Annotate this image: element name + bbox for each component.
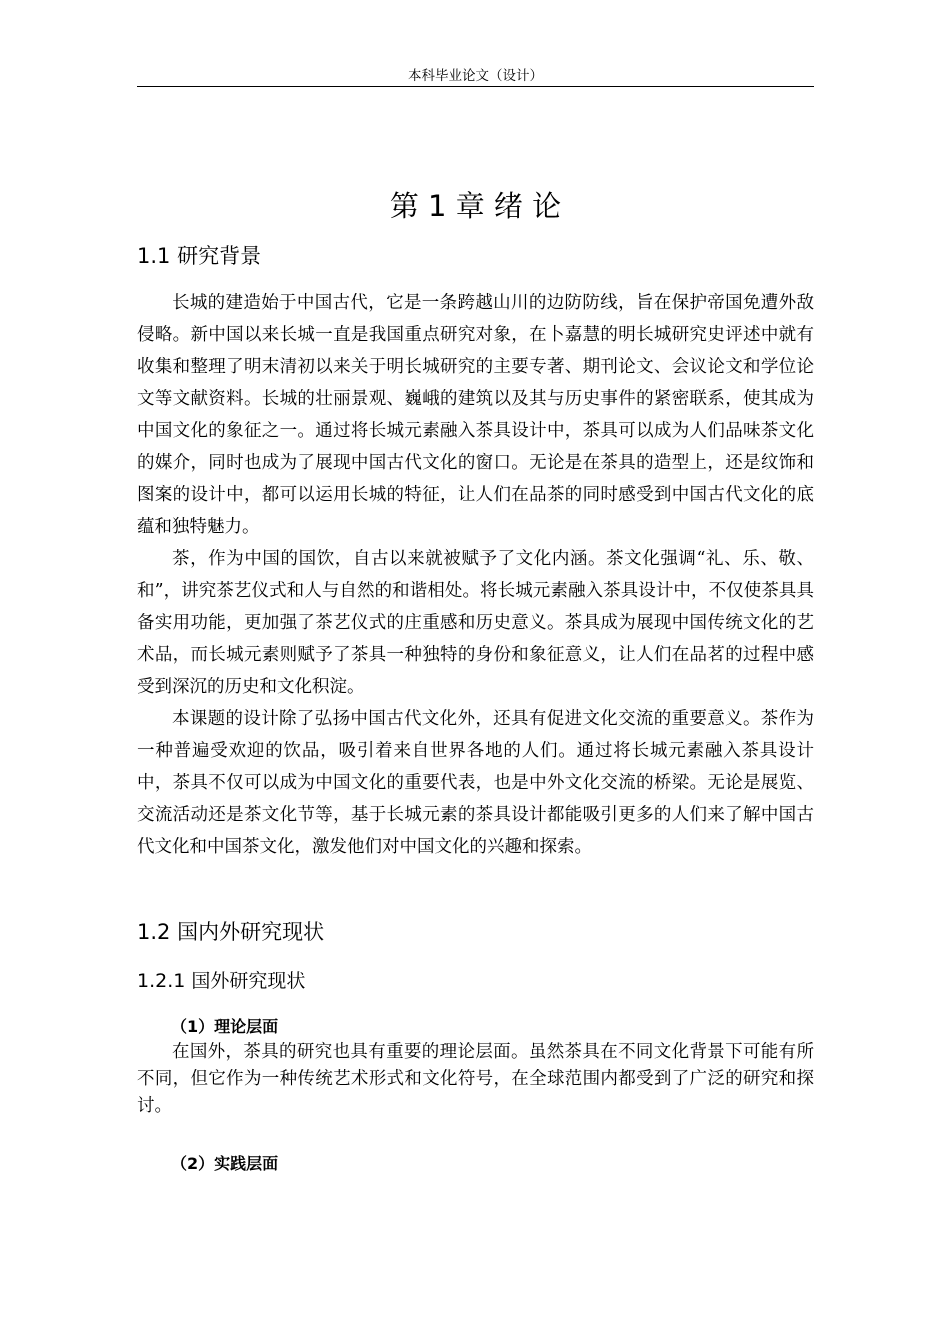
paragraph-3: 本课题的设计除了弘扬中国古代文化外，还具有促进文化交流的重要意义。茶作为一种普遍受欢迎的饮品，吸引着来自世界各地的人们。通过将长城元素融入茶具设计中，茶具不仅可以成为中国文化的重要代表，也是中外文化交流的桥梁。无论是展览、交流活动还是茶文化节等，基于长城元素的茶具设计都能吸引更多的人们来了解中国古代文化和中国茶文化，激发他们对中国文化的兴趣和探索。 xyxy=(137,709,814,857)
chapter-title: 第 1 章 绪 论 xyxy=(389,189,562,223)
subsection-heading-1-2-1: 1.2.1 国外研究现状 xyxy=(137,970,306,992)
paragraph-1: 长城的建造始于中国古代，它是一条跨越山川的边防防线，旨在保护帝国免遭外敌侵略。新中国以来长城一直是我国重点研究对象，在卜嘉慧的明长城研究史评述中就有收集和整理了明末清初以来关于明长城研究的主要专著、期刊论文、会议论文和学位论文等文献资料。长城的壮丽景观、巍峨的建筑以及其与历史事件的紧密联系，使其成为中国文化的象征之一。通过将长城元素融入茶具设计中，茶具可以成为人们品味茶文化的媒介，同时也成为了展现中国古代文化的窗口。无论是在茶具的造型上，还是纹饰和图案的设计中，都可以运用长城的特征，让人们在品茶的同时感受到中国古代文化的底蕴和独特魅力。 xyxy=(137,293,814,537)
section-heading-1-2: 1.2 国内外研究现状 xyxy=(137,920,325,944)
item-heading-practice: （2）实践层面 xyxy=(171,1154,279,1173)
paragraph-theory: 在国外，茶具的研究也具有重要的理论层面。虽然茶具在不同文化背景下可能有所不同，但它作为一种传统艺术形式和文化符号，在全球范围内都受到了广泛的研究和探讨。 xyxy=(137,1042,814,1116)
section-heading-1-1: 1.1 研究背景 xyxy=(137,244,262,268)
header-divider xyxy=(137,86,814,87)
item-heading-theory: （1）理论层面 xyxy=(171,1017,279,1036)
page-header: 本科毕业论文（设计） xyxy=(408,68,543,84)
paragraph-2: 茶，作为中国的国饮，自古以来就被赋予了文化内涵。茶文化强调“礼、乐、敬、和”，讲究茶艺仪式和人与自然的和谐相处。将长城元素融入茶具设计中，不仅使茶具具备实用功能，更加强了茶艺仪式的庄重感和历史意义。茶具成为展现中国传统文化的艺术品，而长城元素则赋予了茶具一种独特的身份和象征意义，让人们在品茗的过程中感受到深沉的历史和文化积淀。 xyxy=(137,549,814,697)
